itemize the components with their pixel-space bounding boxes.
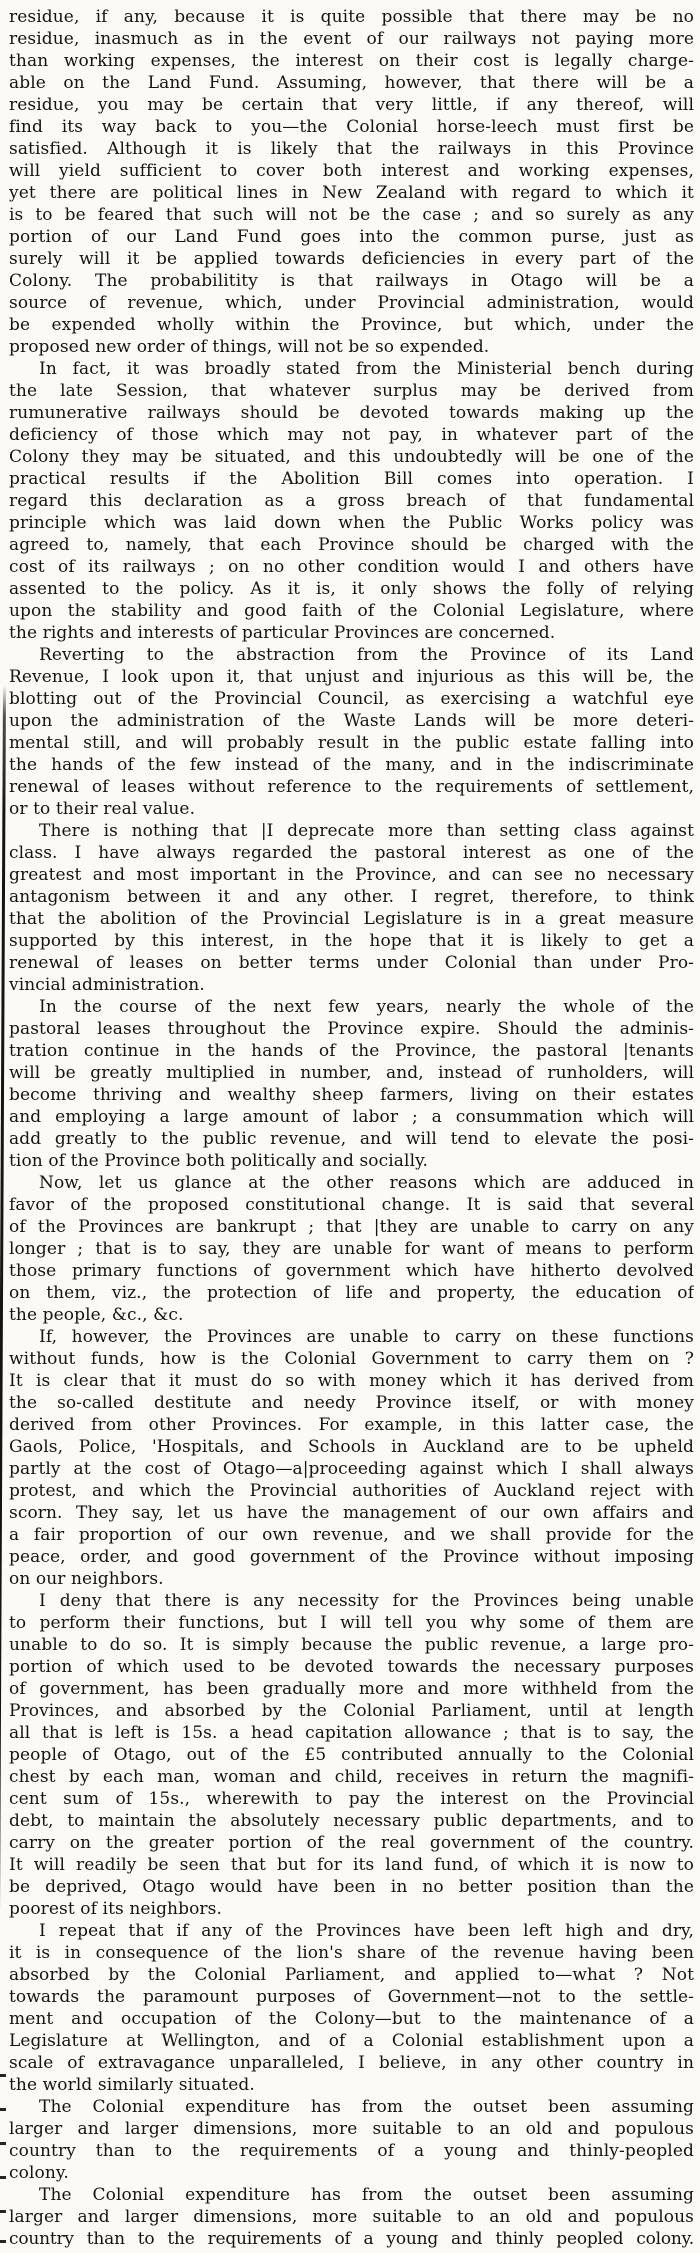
text-line: vincial administration. [9,975,205,995]
text-line: a fair proportion of our own revenue, and we shall provide for the [9,1525,694,1545]
text-line: the late Session, that whatever surplus may be derived from [9,381,694,401]
text-line: In the course of the next few years, nearly the whole of the [39,997,694,1017]
text-line: upon the stability and good faith of the Colonial Legislature, where [9,601,694,621]
text-line: proposed new order of things, will not be so expended. [9,337,490,357]
text-line: source of revenue, which, under Provincial administration, would [9,293,694,313]
scan-speck [0,2176,6,2179]
text-line: longer ; that is to say, they are unable for want of means to perform [9,1239,694,1259]
text-line: the hands of the few instead of the many, and in the indiscriminate [9,755,694,775]
text-line: greatest and most important in the Province, and can see no necessary [9,865,694,885]
text-line: I repeat that if any of the Provinces have been left high and dry, [39,1921,694,1941]
text-line: on our neighbors. [9,1569,164,1589]
text-line: partly at the cost of Otago—a|proceeding against which I shall always [9,1459,694,1479]
text-line: debt, to maintain the absolutely necessary public departments, and to [9,1811,694,1831]
text-line: those primary functions of government which have hitherto devolved [9,1261,694,1281]
text-line: renewal of leases on better terms under Colonial than under Pro- [9,953,694,973]
text-line: without funds, how is the Colonial Government to carry them on ? [9,1349,694,1369]
text-line: agreed to, namely, that each Province should be charged with the [9,535,694,555]
scan-speck [0,2108,6,2111]
text-line: practical results if the Abolition Bill comes into operation. I [9,469,694,489]
text-line: rumunerative railways should be devoted towards making up the [9,403,694,423]
text-line: tration continue in the hands of the Province, the pastoral |tenants [9,1041,694,1061]
text-line: the world similarly situated. [9,2075,255,2095]
text-line: of government, has been gradually more and more withheld from the [9,1679,694,1699]
text-line: deficiency of those which may not pay, in whatever part of the [9,425,694,445]
text-line: satisfied. Although it is likely that the railways in this Province [9,139,694,159]
text-line: class. I have always regarded the pastoral interest as one of the [9,843,694,863]
text-line: portion of our Land Fund goes into the common purse, just as [9,227,694,247]
text-line: is to be feared that such will not be the case ; and so surely as any [9,205,694,225]
text-line: pastoral leases throughout the Province expire. Should the adminis- [9,1019,694,1039]
text-line: that the abolition of the Provincial Legislature is in a great measure [9,909,694,929]
paragraph [9,1590,694,1920]
text-line: renewal of leases without reference to the requirements of settlement, [9,777,694,797]
text-line: There is nothing that |I deprecate more than setting class against [39,821,694,841]
paragraph [9,1326,694,1590]
paragraph [9,2184,694,2250]
text-line: supported by this interest, in the hope that it is likely to get a [9,931,694,951]
text-line: poorest of its neighbors. [9,1899,222,1919]
text-line: find its way back to you—the Colonial horse-leech must first be [9,117,694,137]
paragraph [9,996,694,1172]
scan-speck [0,2142,6,2145]
text-line: residue, if any, because it is quite possible that there may be no [9,7,694,27]
text-line: Now, let us glance at the other reasons which are adduced in [39,1173,694,1193]
text-line: chest by each man, woman and child, receives in return the magnifi- [9,1767,694,1787]
text-line: become thriving and wealthy sheep farmers, living on their estates [9,1085,694,1105]
text-line: Legislature at Wellington, and of a Colonial establishment upon a [9,2031,694,2051]
text-line: yet there are political lines in New Zealand with regard to which it [9,183,694,203]
text-line: residue, inasmuch as in the event of our railways not paying more [9,29,694,49]
text-line: Provinces, and absorbed by the Colonial Parliament, until at length [9,1701,694,1721]
newspaper-column [9,6,694,2250]
text-line: portion of which used to be devoted towards the necessary purposes [9,1657,694,1677]
text-line: people of Otago, out of the £5 contributed annually to the Colonial [9,1745,694,1765]
text-line: will yield sufficient to cover both interest and working expenses, [9,161,694,181]
text-line: The Colonial expenditure has from the outset been assuming [39,2097,694,2117]
paragraph [9,820,694,996]
text-line: colony. [9,2163,69,2183]
paragraph [9,358,694,644]
text-line: regard this declaration as a gross breach of that fundamental [9,491,694,511]
paragraph [9,644,694,820]
text-line: Gaols, Police, 'Hospitals, and Schools in Auckland are to be upheld [9,1437,694,1457]
text-line: tion of the Province both politically and socially. [9,1151,429,1171]
text-line: all that is left is 15s. a head capitation allowance ; that is to say, the [9,1723,694,1743]
text-line: antagonism between it and any other. I regret, therefore, to think [9,887,694,907]
text-line: the so-called destitute and needy Province itself, or with money [9,1393,694,1413]
text-line: In fact, it was broadly stated from the Ministerial bench during [39,359,694,379]
scan-speck [0,2210,6,2213]
scan-speck [0,2074,6,2077]
text-line: scale of extravagance unparalleled, I believe, in any other country in [9,2053,694,2073]
column-rule-line [0,685,5,2253]
text-line: towards the paramount purposes of Government—not to the settle- [9,1987,694,2007]
text-line: mental still, and will probably result in the public estate falling into [9,733,694,753]
paragraph [9,1920,694,2096]
text-line: protest, and which the Provincial authorities of Auckland reject with [9,1481,694,1501]
text-line: The Colonial expenditure has from the outset been assuming [39,2185,694,2205]
text-line: favor of the proposed constitutional change. It is said that several [9,1195,694,1215]
text-line: blotting out of the Provincial Council, as exercising a watchful eye [9,689,694,709]
text-line: surely will it be applied towards deficiencies in every part of the [9,249,694,269]
text-line: able on the Land Fund. Assuming, however, that there will be a [9,73,694,93]
text-line: unable to do so. It is simply because the public revenue, a large pro- [9,1635,694,1655]
text-line: peace, order, and good government of the Province without imposing [9,1547,694,1567]
text-line: carry on the greater portion of the real government of the country. [9,1833,694,1853]
text-line: cost of its railways ; on no other condition would I and others have [9,557,694,577]
text-line: it is in consequence of the lion's share of the revenue having been [9,1943,694,1963]
text-line: residue, you may be certain that very little, if any thereof, will [9,95,694,115]
text-line: of the Provinces are bankrupt ; that |they are unable to carry on any [9,1217,694,1237]
text-line: upon the administration of the Waste Lands will be more deteri- [9,711,694,731]
paragraph [9,2096,694,2184]
text-line: on them, viz., the protection of life and property, the education of [9,1283,694,1303]
text-line: will be greatly multiplied in number, and, instead of runholders, will [9,1063,694,1083]
text-line: ment and occupation of the Colony—but to the maintenance of a [9,2009,694,2029]
text-line: Colony they may be situated, and this undoubtedly will be one of the [9,447,694,467]
text-line: It is clear that it must do so with money which it has derived from [9,1371,694,1391]
text-line: be deprived, Otago would have been in no better position than the [9,1877,694,1897]
text-line: assented to the policy. As it is, it only shows the folly of relying [9,579,694,599]
text-line: If, however, the Provinces are unable to carry on these functions [39,1327,694,1347]
text-line: than working expenses, the interest on their cost is legally charge- [9,51,694,71]
text-line: I deny that there is any necessity for the Provinces being unable [39,1591,694,1611]
paragraph [9,6,694,358]
paragraph [9,1172,694,1326]
text-line: the rights and interests of particular Provinces are concerned. [9,623,556,643]
text-line: cent sum of 15s., wherewith to pay the interest on the Provincial [9,1789,694,1809]
text-line: larger and larger dimensions, more suitable to an old and populous [9,2119,694,2139]
text-line: scorn. They say, let us have the management of our own affairs and [9,1503,694,1523]
text-line: It will readily be seen that but for its land fund, of which it is now to [9,1855,694,1875]
text-line: larger and larger dimensions, more suitable to an old and populous [9,2207,694,2227]
text-line: the people, &c., &c. [9,1305,184,1325]
text-line: be expended wholly within the Province, but which, under the [9,315,694,335]
text-line: derived from other Provinces. For example, in this latter case, the [9,1415,694,1435]
text-line: and employing a large amount of labor ; a consummation which will [9,1107,694,1127]
text-line: Reverting to the abstraction from the Province of its Land [39,645,694,665]
text-line: country than to the requirements of a young and thinly-peopled [9,2141,694,2161]
text-line: to perform their functions, but I will tell you why some of them are [9,1613,694,1633]
text-line: absorbed by the Colonial Parliament, and applied to—what ? Not [9,1965,694,1985]
text-line: country than to the requirements of a young and thinly peopled colony. [9,2229,694,2249]
text-line: or to their real value. [9,799,196,819]
text-line: add greatly to the public revenue, and will tend to elevate the posi- [9,1129,694,1149]
text-line: principle which was laid down when the Public Works policy was [9,513,694,533]
text-line: Revenue, I look upon it, that unjust and injurious as this will be, the [9,667,694,687]
text-line: Colony. The probabilitity is that railways in Otago will be a [9,271,694,291]
scan-speck [0,2240,6,2243]
